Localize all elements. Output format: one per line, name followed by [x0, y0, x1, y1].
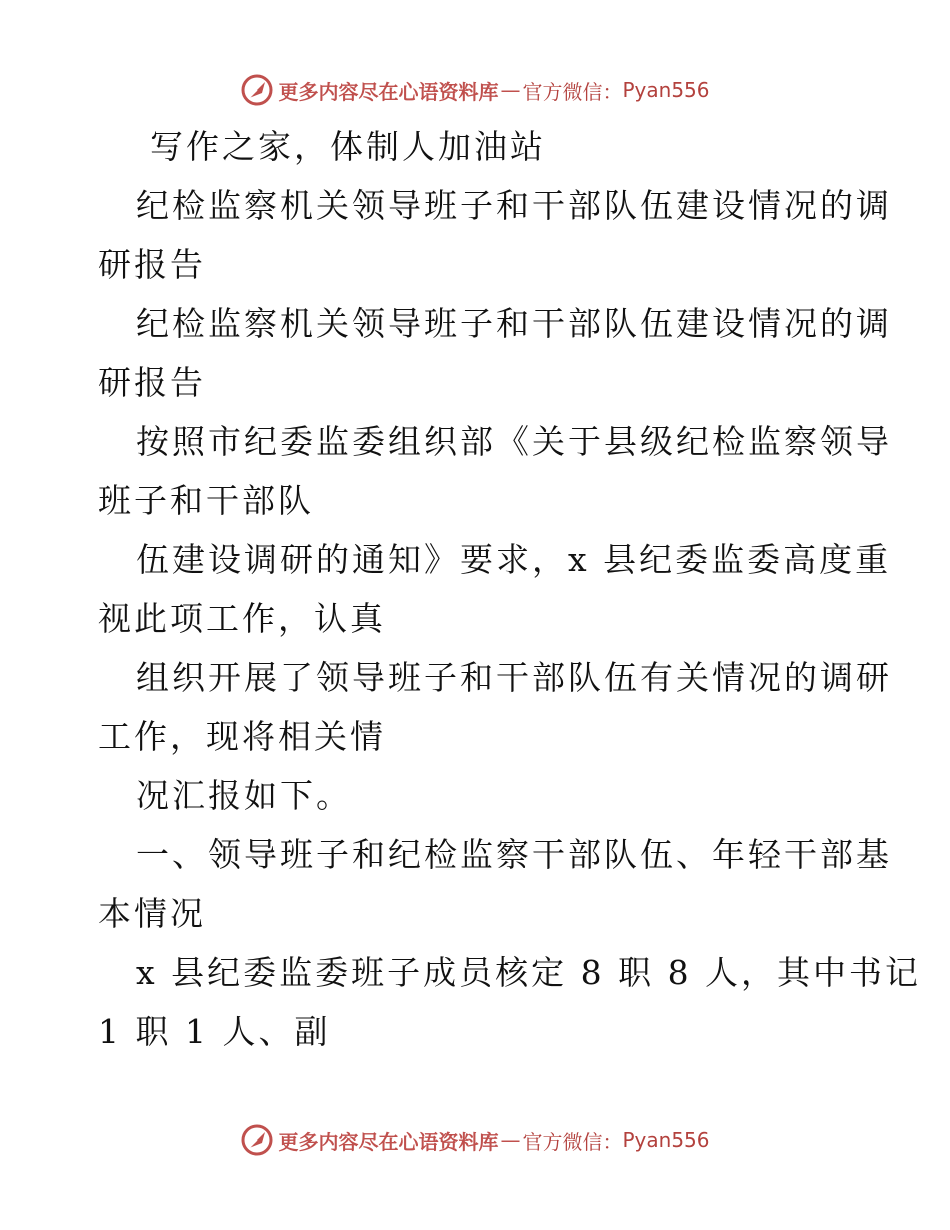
- watermark-wechat-id: Pyan556: [622, 78, 710, 102]
- watermark-dash: —: [500, 78, 521, 102]
- section-heading-line: 本情况: [98, 894, 206, 933]
- doc-title-line: 研报告: [98, 245, 206, 284]
- paragraph-line: 1 职 1 人、副: [98, 1012, 331, 1051]
- paragraph-line: 伍建设调研的通知》要求，x 县纪委监委高度重: [136, 540, 892, 579]
- paragraph-line: 视此项工作，认真: [98, 599, 386, 638]
- footer-watermark: [0, 1120, 950, 1160]
- site-tagline: 写作之家，体制人加油站: [150, 127, 546, 166]
- section-heading-line: 一、领导班子和纪检监察干部队伍、年轻干部基: [136, 835, 892, 874]
- doc-title-line: 研报告: [98, 363, 206, 402]
- paragraph-line: x 县纪委监委班子成员核定 8 职 8 人，其中书记: [136, 953, 922, 992]
- doc-title-line: 纪检监察机关领导班子和干部队伍建设情况的调: [136, 186, 892, 225]
- doc-title-line: 纪检监察机关领导班子和干部队伍建设情况的调: [136, 304, 892, 343]
- watermark-slogan: 更多内容尽在心语资料库: [278, 79, 499, 104]
- paragraph-line: 况汇报如下。: [136, 776, 352, 815]
- feather-pen-logo-icon: [240, 73, 274, 107]
- watermark-wechat-label: 官方微信：: [522, 1129, 623, 1154]
- watermark-wechat-label: 官方微信：: [522, 79, 623, 104]
- paragraph-line: 组织开展了领导班子和干部队伍有关情况的调研: [136, 658, 892, 697]
- paragraph-line: 按照市纪委监委组织部《关于县级纪检监察领导: [136, 422, 892, 461]
- paragraph-line: 工作，现将相关情: [98, 717, 386, 756]
- watermark-dash: —: [500, 1128, 521, 1152]
- header-watermark: [0, 70, 950, 110]
- watermark-slogan: 更多内容尽在心语资料库: [278, 1129, 499, 1154]
- watermark-wechat-id: Pyan556: [622, 1128, 710, 1152]
- paragraph-line: 班子和干部队: [98, 481, 314, 520]
- feather-pen-logo-icon: [240, 1123, 274, 1157]
